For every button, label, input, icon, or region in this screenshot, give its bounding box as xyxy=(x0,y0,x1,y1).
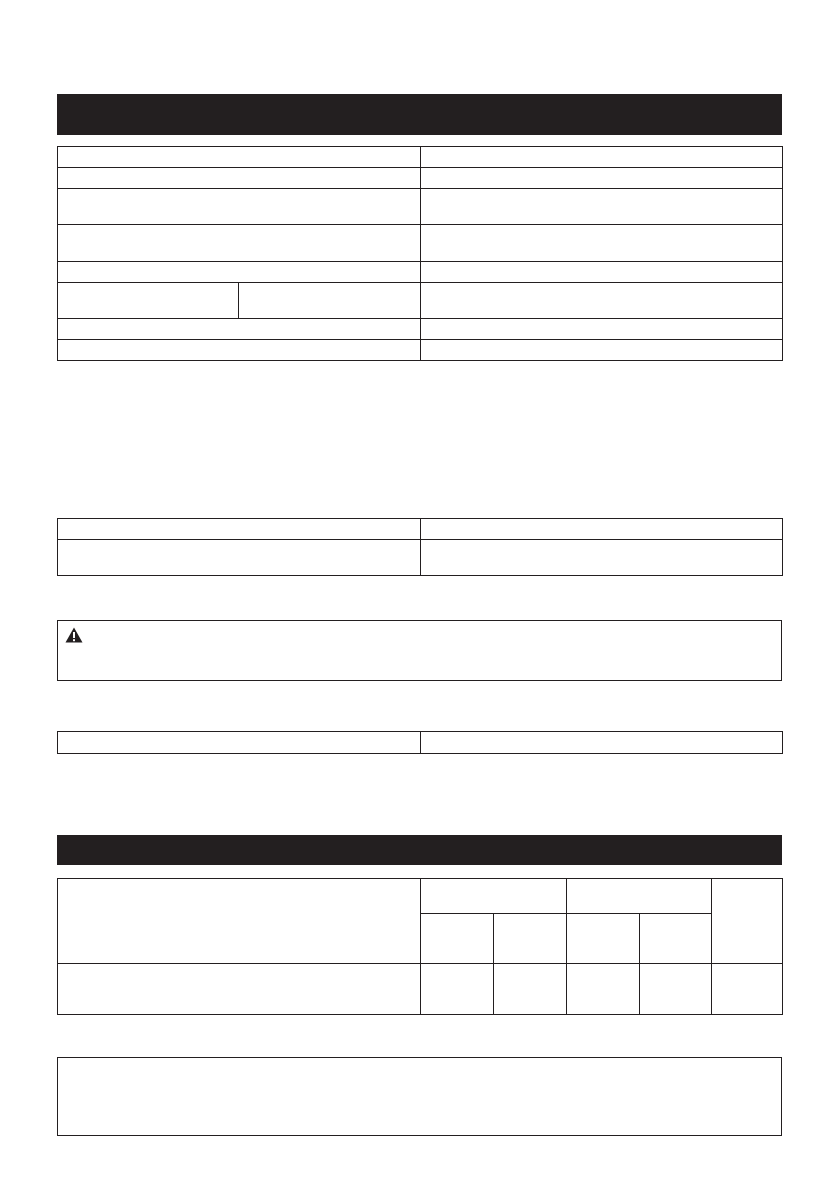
spec-row xyxy=(58,318,783,339)
warning-box xyxy=(57,620,782,681)
noise-sub-a1 xyxy=(421,914,494,964)
noise-value xyxy=(421,964,494,1015)
warning-triangle-icon xyxy=(65,627,83,643)
spec-cell-label xyxy=(58,147,421,168)
noise-sub-a2 xyxy=(494,914,567,964)
noise-sub-b2 xyxy=(640,914,712,964)
spec-row xyxy=(58,189,783,225)
noise-value xyxy=(640,964,712,1015)
spec-row-split xyxy=(58,282,783,318)
spec-cell-value xyxy=(421,282,783,318)
noise-group-a xyxy=(421,879,567,914)
noise-row-label xyxy=(58,964,421,1015)
battery-cell-label xyxy=(58,519,421,540)
noise-value xyxy=(567,964,640,1015)
spec-cell-sublabel xyxy=(239,282,421,318)
spec-cell-label xyxy=(58,261,421,282)
spec-cell-label xyxy=(58,282,239,318)
spec-row xyxy=(58,147,783,168)
energy-row xyxy=(58,732,783,754)
spec-row xyxy=(58,225,783,261)
spec-cell-value xyxy=(421,339,783,360)
noise-group-c xyxy=(712,879,783,964)
spec-row xyxy=(58,168,783,189)
battery-cell-label xyxy=(58,540,421,576)
battery-row xyxy=(58,540,783,576)
noise-table xyxy=(57,878,783,1015)
noise-value xyxy=(712,964,783,1015)
noise-header-row xyxy=(58,879,783,914)
spec-cell-value xyxy=(421,318,783,339)
noise-header-label xyxy=(58,879,421,964)
noise-vibration-heading-band xyxy=(57,835,782,865)
noise-value xyxy=(494,964,567,1015)
spec-row xyxy=(58,261,783,282)
spec-cell-value xyxy=(421,225,783,261)
spec-row xyxy=(58,339,783,360)
spec-cell-value xyxy=(421,261,783,282)
energy-cell-value xyxy=(421,732,783,754)
spec-cell-label xyxy=(58,189,421,225)
battery-row xyxy=(58,519,783,540)
spec-cell-label xyxy=(58,318,421,339)
spec-cell-value xyxy=(421,168,783,189)
spec-cell-label xyxy=(58,225,421,261)
energy-cell-label xyxy=(58,732,421,754)
note-box xyxy=(57,1057,782,1136)
specifications-heading-band xyxy=(57,94,782,135)
spec-cell-value xyxy=(421,147,783,168)
specifications-table xyxy=(57,146,783,361)
noise-group-b xyxy=(567,879,712,914)
battery-cell-value xyxy=(421,519,783,540)
battery-cell-value xyxy=(421,540,783,576)
energy-table xyxy=(57,731,783,754)
noise-data-row xyxy=(58,964,783,1015)
battery-table xyxy=(57,518,783,576)
noise-sub-b1 xyxy=(567,914,640,964)
spec-cell-value xyxy=(421,189,783,225)
spec-cell-label xyxy=(58,168,421,189)
spec-cell-label xyxy=(58,339,421,360)
